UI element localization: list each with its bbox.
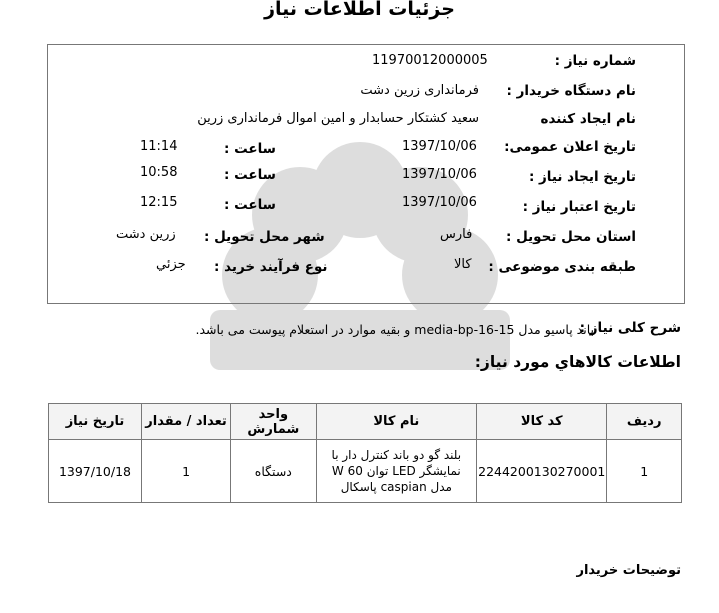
- category-label: طبقه بندی موضوعی :: [488, 259, 636, 275]
- items-table: [48, 403, 682, 503]
- col-need-date: تاریخ نیاز: [49, 404, 142, 440]
- purchase-process-label: نوع فرآیند خرید :: [214, 259, 328, 275]
- validity-time-value: 12:15: [140, 195, 178, 210]
- delivery-city-value: زرین دشت: [116, 227, 176, 242]
- cell-quantity: 1: [141, 440, 230, 503]
- delivery-city-label: شهر محل تحویل :: [204, 229, 325, 245]
- col-item-code: کد کالا: [477, 404, 607, 440]
- need-details-box: [47, 44, 685, 304]
- buyer-notes-title: توضیحات خریدار: [576, 563, 681, 578]
- purchase-process-value: جزئي: [156, 257, 186, 272]
- buyer-org-label: نام دستگاه خریدار :: [506, 83, 636, 99]
- announce-time-label: ساعت :: [224, 141, 276, 157]
- cell-item-code: 2244200130270001: [477, 440, 607, 503]
- create-date-label: تاریخ ایجاد نیاز :: [528, 169, 636, 185]
- col-quantity: تعداد / مقدار: [141, 404, 230, 440]
- validity-date-label: تاریخ اعتبار نیاز :: [522, 199, 636, 215]
- cell-need-date: 1397/10/18: [49, 440, 142, 503]
- cell-item-name: بلند گو دو باند کنترل دار با نمایشگر LED توان 60 W مدل caspian پاسکال: [316, 440, 477, 503]
- creator-label: نام ایجاد کننده: [540, 111, 636, 127]
- items-section-title: اطلاعات کالاهاي مورد نیاز:: [474, 353, 681, 371]
- col-row-number: ردیف: [607, 404, 682, 440]
- items-table-header: [49, 404, 682, 440]
- need-number-label: شماره نیاز :: [554, 53, 636, 69]
- table-row: [49, 440, 682, 503]
- category-value: کالا: [454, 257, 472, 272]
- col-unit: واحد شمارش: [231, 404, 316, 440]
- validity-date-value: 1397/10/06: [402, 195, 477, 210]
- delivery-province-value: فارس: [440, 227, 473, 242]
- page-title: جزئیات اطلاعات نیاز: [264, 0, 455, 20]
- summary-value: باند پاسیو مدل media-bp-16-15 و بقیه موارد در استعلام پیوست می باشد.: [195, 322, 594, 337]
- create-time-value: 10:58: [140, 165, 178, 180]
- buyer-org-value: فرمانداری زرین دشت: [360, 83, 479, 98]
- need-number-value: 1197001200000​5: [372, 53, 488, 68]
- validity-time-label: ساعت :: [224, 197, 276, 213]
- cell-unit: دستگاه: [231, 440, 316, 503]
- create-date-value: 1397/10/06: [402, 167, 477, 182]
- announce-date-value: 1397/10/06: [402, 139, 477, 154]
- col-item-name: نام کالا: [316, 404, 477, 440]
- cell-row-number: 1: [607, 440, 682, 503]
- summary-label: شرح کلی نیاز :: [579, 320, 681, 336]
- create-time-label: ساعت :: [224, 167, 276, 183]
- announce-date-label: تاریخ اعلان عمومی:: [504, 139, 636, 155]
- announce-time-value: 11:14: [140, 139, 178, 154]
- delivery-province-label: استان محل تحویل :: [505, 229, 636, 245]
- creator-value: سعید کشتکار حسابدار و امین اموال فرمانداری زرین: [197, 111, 479, 126]
